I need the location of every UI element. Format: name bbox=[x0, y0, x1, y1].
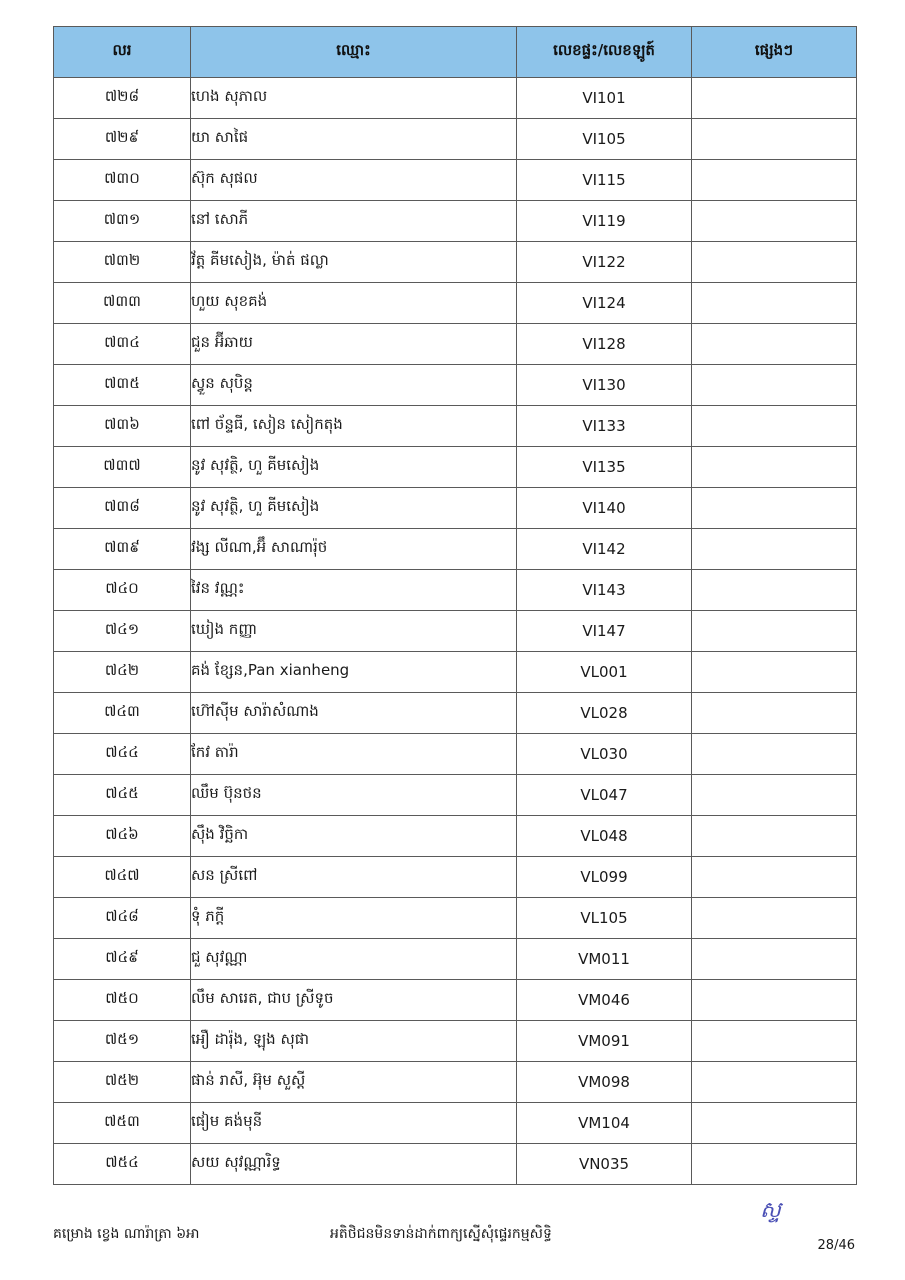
footer-project-name: គម្រោង ខ្វេង ណារ៉ាត្រា ៦អា bbox=[53, 1226, 200, 1242]
page-number: 28/46 bbox=[817, 1238, 855, 1253]
row-number: ៧៤១ bbox=[54, 611, 191, 652]
row-number: ៧២៨ bbox=[54, 78, 191, 119]
row-notes bbox=[692, 775, 857, 816]
house-lot-code: VM011 bbox=[517, 939, 692, 980]
row-notes bbox=[692, 939, 857, 980]
row-number: ៧៥១ bbox=[54, 1021, 191, 1062]
row-notes bbox=[692, 898, 857, 939]
table-row bbox=[54, 78, 857, 119]
table-row bbox=[54, 652, 857, 693]
table-row bbox=[54, 119, 857, 160]
house-lot-code: VL028 bbox=[517, 693, 692, 734]
customer-name: នូវ សុវត្ថិ, ហួ គីមសៀង bbox=[191, 488, 517, 529]
house-lot-code: VI147 bbox=[517, 611, 692, 652]
house-lot-code: VI135 bbox=[517, 447, 692, 488]
house-lot-code: VI130 bbox=[517, 365, 692, 406]
table-row bbox=[54, 939, 857, 980]
header-name: ឈ្មោះ bbox=[191, 27, 517, 78]
table-row bbox=[54, 447, 857, 488]
row-notes bbox=[692, 652, 857, 693]
header-row bbox=[54, 27, 857, 78]
customer-name: ស៊ឹង វិច្ឆិកា bbox=[191, 816, 517, 857]
house-lot-code: VM046 bbox=[517, 980, 692, 1021]
table-row bbox=[54, 201, 857, 242]
row-number: ៧៥៣ bbox=[54, 1103, 191, 1144]
customer-name: នូវ សុវត្ថិ, ហួ គីមសៀង bbox=[191, 447, 517, 488]
table-row bbox=[54, 611, 857, 652]
house-lot-code: VL001 bbox=[517, 652, 692, 693]
header-house-lot-number: លេខផ្ទះ/លេខឡូត៍ bbox=[517, 27, 692, 78]
row-number: ៧៤២ bbox=[54, 652, 191, 693]
house-lot-code: VM104 bbox=[517, 1103, 692, 1144]
row-notes bbox=[692, 242, 857, 283]
handwritten-initials: ស្ទ bbox=[760, 1198, 781, 1223]
row-number: ៧៣៥ bbox=[54, 365, 191, 406]
row-number: ៧៤៥ bbox=[54, 775, 191, 816]
customer-name: ស្វួន សុបិន្ត bbox=[191, 365, 517, 406]
header-notes: ផ្សេងៗ bbox=[692, 27, 857, 78]
table-row bbox=[54, 160, 857, 201]
house-lot-code: VI143 bbox=[517, 570, 692, 611]
table-row bbox=[54, 406, 857, 447]
row-number: ៧៣៨ bbox=[54, 488, 191, 529]
house-lot-code: VI128 bbox=[517, 324, 692, 365]
house-lot-code: VM098 bbox=[517, 1062, 692, 1103]
table-row bbox=[54, 242, 857, 283]
customer-name: ឈឹម ប៊ុនថន bbox=[191, 775, 517, 816]
header-number: លរ bbox=[54, 27, 191, 78]
customer-name: នៅ សោភី bbox=[191, 201, 517, 242]
row-number: ៧៥៤ bbox=[54, 1144, 191, 1185]
customer-name: សយ សុវណ្ណារិទ្ធ bbox=[191, 1144, 517, 1185]
house-lot-code: VI105 bbox=[517, 119, 692, 160]
house-lot-code: VL048 bbox=[517, 816, 692, 857]
table-row bbox=[54, 734, 857, 775]
row-notes bbox=[692, 447, 857, 488]
table-row bbox=[54, 283, 857, 324]
customer-name: ពៅ ច័ន្ទធី, សៀន សៀកតុង bbox=[191, 406, 517, 447]
row-notes bbox=[692, 283, 857, 324]
customer-name: វ័ត្ត គីមសៀង, ម៉ាត់ ផល្លា bbox=[191, 242, 517, 283]
customer-name: ឃៀង កញ្ញា bbox=[191, 611, 517, 652]
customer-name: ទុំ ភក្តី bbox=[191, 898, 517, 939]
customer-name: លឹម សារេត, ជាប ស្រីទូច bbox=[191, 980, 517, 1021]
row-number: ៧២៩ bbox=[54, 119, 191, 160]
table-row bbox=[54, 529, 857, 570]
footer-description: អតិថិជនមិនទាន់ដាក់ពាក្យស្នើសុំផ្ទេរកម្មសិទ្ធិ bbox=[330, 1226, 552, 1242]
customer-name: ហួយ សុខគង់ bbox=[191, 283, 517, 324]
house-lot-code: VL047 bbox=[517, 775, 692, 816]
row-notes bbox=[692, 611, 857, 652]
customer-name: យា សាផៃ bbox=[191, 119, 517, 160]
customer-name: វៃន វណ្ណះ bbox=[191, 570, 517, 611]
row-number: ៧៣៦ bbox=[54, 406, 191, 447]
table-row bbox=[54, 1021, 857, 1062]
customer-name: គង់ ខ្សែន,Pan xianheng bbox=[191, 652, 517, 693]
table-row bbox=[54, 693, 857, 734]
customer-name: ហេង សុភាល bbox=[191, 78, 517, 119]
customer-name: អឿ ដារ៉ុង, ឡុង សុផា bbox=[191, 1021, 517, 1062]
row-number: ៧៣៣ bbox=[54, 283, 191, 324]
row-number: ៧៣០ bbox=[54, 160, 191, 201]
table-header bbox=[54, 27, 857, 78]
table-body bbox=[54, 78, 857, 1185]
table-row bbox=[54, 570, 857, 611]
row-notes bbox=[692, 406, 857, 447]
table-row bbox=[54, 365, 857, 406]
house-lot-code: VL099 bbox=[517, 857, 692, 898]
row-number: ៧៣២ bbox=[54, 242, 191, 283]
customer-name: ស៊ុក សុផល bbox=[191, 160, 517, 201]
customer-name: ជួ សុវណ្ណា bbox=[191, 939, 517, 980]
row-notes bbox=[692, 734, 857, 775]
row-notes bbox=[692, 857, 857, 898]
customer-name: ហ៊ៅស៊ីម សារ៉ាសំណាង bbox=[191, 693, 517, 734]
house-lot-code: VN035 bbox=[517, 1144, 692, 1185]
row-notes bbox=[692, 1021, 857, 1062]
house-lot-code: VI119 bbox=[517, 201, 692, 242]
row-notes bbox=[692, 816, 857, 857]
table-row bbox=[54, 857, 857, 898]
table-row bbox=[54, 1062, 857, 1103]
row-notes bbox=[692, 119, 857, 160]
table-row bbox=[54, 816, 857, 857]
house-lot-code: VM091 bbox=[517, 1021, 692, 1062]
row-notes bbox=[692, 980, 857, 1021]
row-notes bbox=[692, 488, 857, 529]
row-notes bbox=[692, 1144, 857, 1185]
row-number: ៧៤៧ bbox=[54, 857, 191, 898]
house-lot-code: VI122 bbox=[517, 242, 692, 283]
row-notes bbox=[692, 160, 857, 201]
row-number: ៧៤៩ bbox=[54, 939, 191, 980]
house-lot-code: VI133 bbox=[517, 406, 692, 447]
row-number: ៧៤៣ bbox=[54, 693, 191, 734]
house-lot-code: VI142 bbox=[517, 529, 692, 570]
row-number: ៧៣១ bbox=[54, 201, 191, 242]
row-notes bbox=[692, 201, 857, 242]
house-lot-code: VL105 bbox=[517, 898, 692, 939]
row-number: ៧៤៦ bbox=[54, 816, 191, 857]
table-row bbox=[54, 898, 857, 939]
row-number: ៧៤០ bbox=[54, 570, 191, 611]
row-notes bbox=[692, 570, 857, 611]
row-number: ៧៥០ bbox=[54, 980, 191, 1021]
customer-name: សន ស្រីពៅ bbox=[191, 857, 517, 898]
house-lot-code: VI115 bbox=[517, 160, 692, 201]
row-notes bbox=[692, 324, 857, 365]
table-row bbox=[54, 980, 857, 1021]
row-number: ៧៣៤ bbox=[54, 324, 191, 365]
row-notes bbox=[692, 365, 857, 406]
house-lot-code: VI140 bbox=[517, 488, 692, 529]
customer-table bbox=[53, 26, 857, 1185]
house-lot-code: VL030 bbox=[517, 734, 692, 775]
customer-name: ផៀម គង់មុនី bbox=[191, 1103, 517, 1144]
row-number: ៧៤៨ bbox=[54, 898, 191, 939]
row-notes bbox=[692, 529, 857, 570]
row-notes bbox=[692, 1103, 857, 1144]
customer-name: ផាន់ រាសី, អ៊ុម សួស្តី bbox=[191, 1062, 517, 1103]
row-number: ៧៣៩ bbox=[54, 529, 191, 570]
table-row bbox=[54, 1103, 857, 1144]
row-notes bbox=[692, 1062, 857, 1103]
table-row bbox=[54, 1144, 857, 1185]
house-lot-code: VI124 bbox=[517, 283, 692, 324]
table-row bbox=[54, 324, 857, 365]
customer-name: ជួន អ៊ីឆាយ bbox=[191, 324, 517, 365]
row-number: ៧៣៧ bbox=[54, 447, 191, 488]
row-notes bbox=[692, 78, 857, 119]
customer-name: កែវ តារ៉ា bbox=[191, 734, 517, 775]
house-lot-code: VI101 bbox=[517, 78, 692, 119]
table-row bbox=[54, 488, 857, 529]
customer-name: វង្ស លីណា,អ៊ឹ សាណារ៉ុថ bbox=[191, 529, 517, 570]
row-notes bbox=[692, 693, 857, 734]
table-row bbox=[54, 775, 857, 816]
row-number: ៧៤៤ bbox=[54, 734, 191, 775]
row-number: ៧៥២ bbox=[54, 1062, 191, 1103]
